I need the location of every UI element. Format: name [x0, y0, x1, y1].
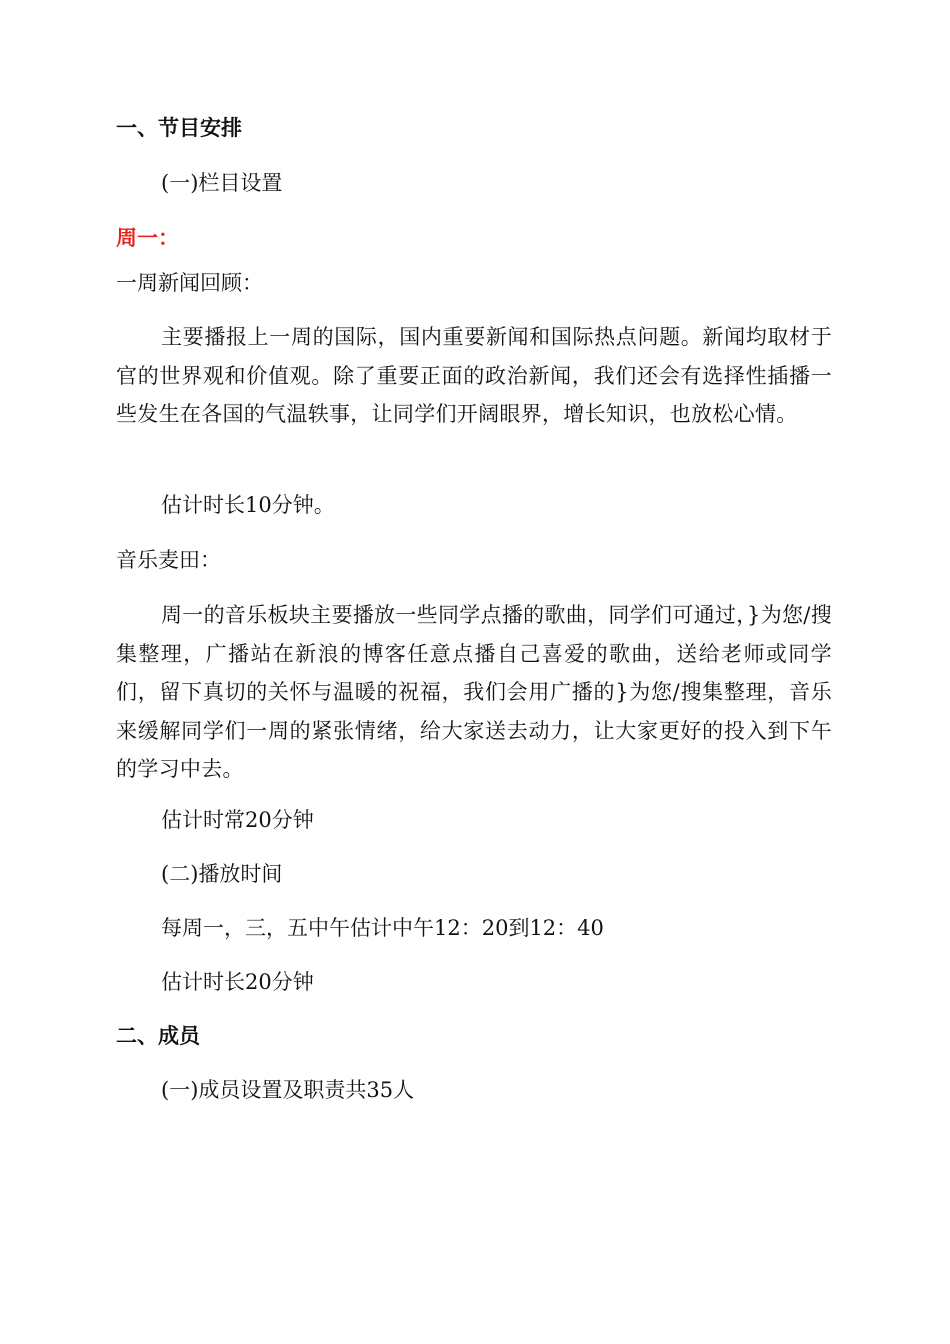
section-heading-members: 二、成员 — [116, 1024, 200, 1048]
subheading-broadcast-time: (二)播放时间 — [161, 862, 283, 886]
column-title-music: 音乐麦田： — [116, 548, 221, 572]
column-title-news: 一周新闻回顾： — [116, 271, 263, 295]
day-heading-monday: 周一： — [116, 226, 179, 250]
duration-news: 估计时长10分钟。 — [161, 493, 335, 517]
schedule-duration: 估计时长20分钟 — [161, 970, 314, 994]
paragraph-music: 周一的音乐板块主要播放一些同学点播的歌曲，同学们可通过，}为您/搜集整理，广播站在新浪的博客任意点播自己喜爱的歌曲，送给老师或同学们，留下真切的关怀与温暖的祝福，我们会用广播的}为您/搜集整理，音乐来缓解同学们一周的紧张情绪，给大家送去动力，让大家更好的投入到下午的学习中去。 — [116, 603, 832, 781]
subheading-member-setup: (一)成员设置及职责共35人 — [161, 1078, 415, 1102]
duration-music: 估计时常20分钟 — [161, 808, 314, 832]
section-heading-program: 一、节目安排 — [116, 116, 242, 140]
schedule-text: 每周一，三，五中午估计中午12：20到12：40 — [161, 916, 604, 940]
subheading-column-setup: (一)栏目设置 — [161, 171, 283, 195]
paragraph-news: 主要播报上一周的国际，国内重要新闻和国际热点问题。新闻均取材于官的世界观和价值观。除了重要正面的政治新闻，我们还会有选择性插播一些发生在各国的气温轶事，让同学们开阔眼界，增长知识，也放松心情。 — [116, 325, 832, 426]
